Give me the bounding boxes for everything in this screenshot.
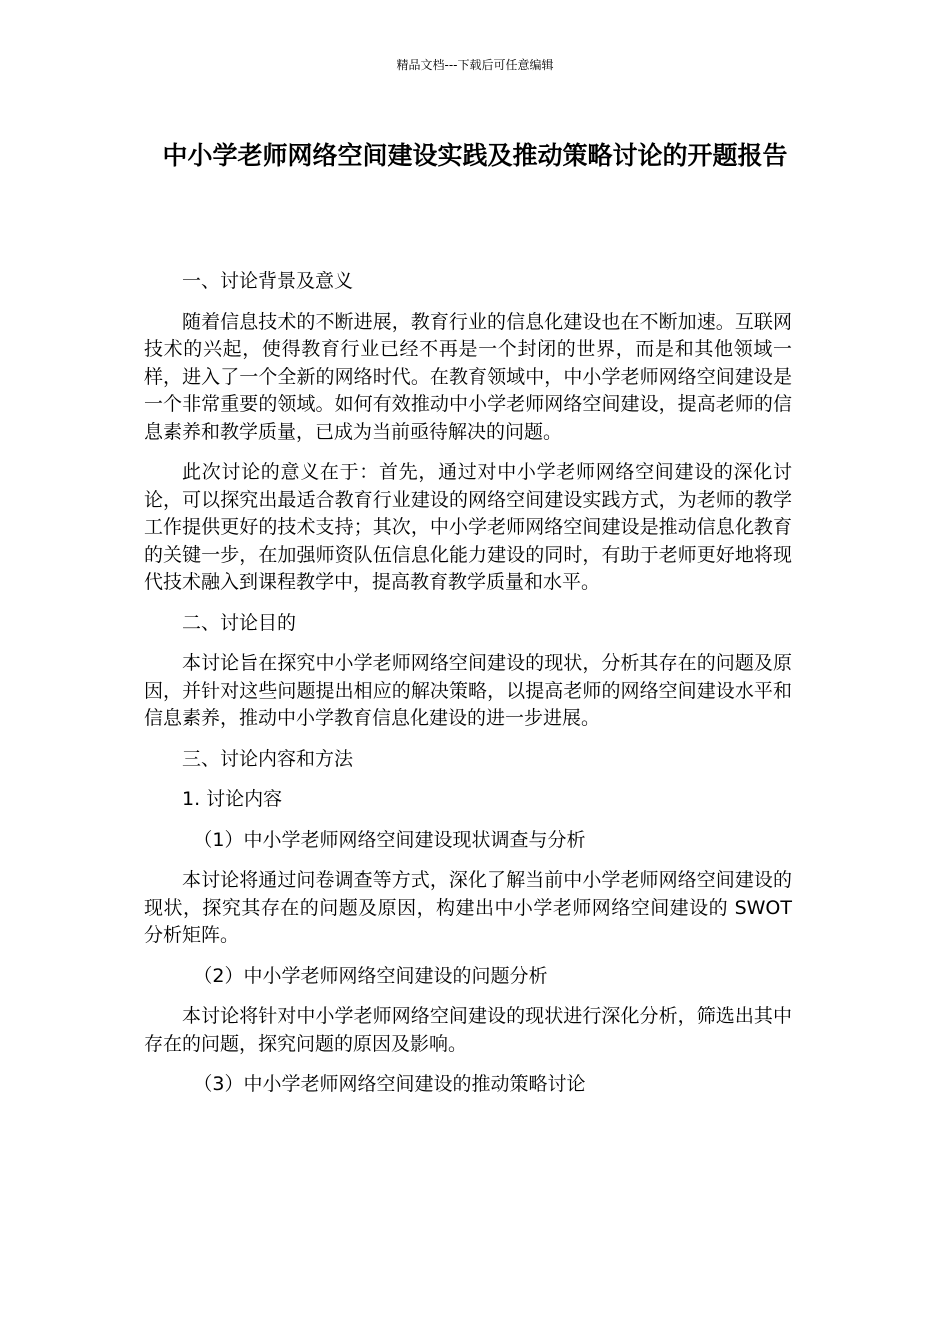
section-heading-purpose: 二、讨论目的	[182, 611, 297, 634]
paragraph-significance: 此次讨论的意义在于：首先，通过对中小学老师网络空间建设的深化讨论，可以探究出最适合教育行业建设的网络空间建设实践方式，为老师的教学工作提供更好的技术支持；其次，中小学老师网络空间建设是推动信息化教育的关键一步，在加强师资队伍信息化能力建设的同时，有助于老师更好地将现代技术融入到课程教学中，提高教育教学质量和水平。	[144, 461, 792, 593]
section-heading-background: 一、讨论背景及意义	[182, 270, 354, 292]
paragraph-background: 随着信息技术的不断进展，教育行业的信息化建设也在不断加速。互联网技术的兴起，使得教育行业已经不再是一个封闭的世界，而是和其他领域一样，进入了一个全新的网络时代。在教育领域中，中小学老师网络空间建设是一个非常重要的领域。如何有效推动中小学老师网络空间建设，提高老师的信息素养和教学质量，已成为当前亟待解决的问题。	[144, 310, 792, 443]
section-heading-content-method: 三、讨论内容和方法	[182, 747, 354, 770]
subheading-content: 1. 讨论内容	[182, 788, 283, 810]
header-note: 精品文档---下载后可任意编辑	[396, 58, 554, 72]
paragraph-problem-analysis: 本讨论将针对中小学老师网络空间建设的现状进行深化分析，筛选出其中存在的问题，探究问题的原因及影响。	[144, 1005, 792, 1055]
item-heading-strategy: （3）中小学老师网络空间建设的推动策略讨论	[193, 1073, 586, 1095]
paragraph-survey: 本讨论将通过问卷调查等方式，深化了解当前中小学老师网络空间建设的现状，探究其存在的问题及原因，构建出中小学老师网络空间建设的 SWOT 分析矩阵。	[144, 869, 792, 946]
document-body	[144, 268, 792, 1112]
item-heading-survey: （1）中小学老师网络空间建设现状调查与分析	[193, 828, 586, 851]
paragraph-purpose: 本讨论旨在探究中小学老师网络空间建设的现状，分析其存在的问题及原因，并针对这些问题提出相应的解决策略，以提高老师的网络空间建设水平和信息素养，推动中小学教育信息化建设的进一步进展。	[144, 652, 792, 729]
item-heading-problem-analysis: （2）中小学老师网络空间建设的问题分析	[193, 964, 548, 987]
document-title: 中小学老师网络空间建设实践及推动策略讨论的开题报告	[162, 141, 788, 170]
